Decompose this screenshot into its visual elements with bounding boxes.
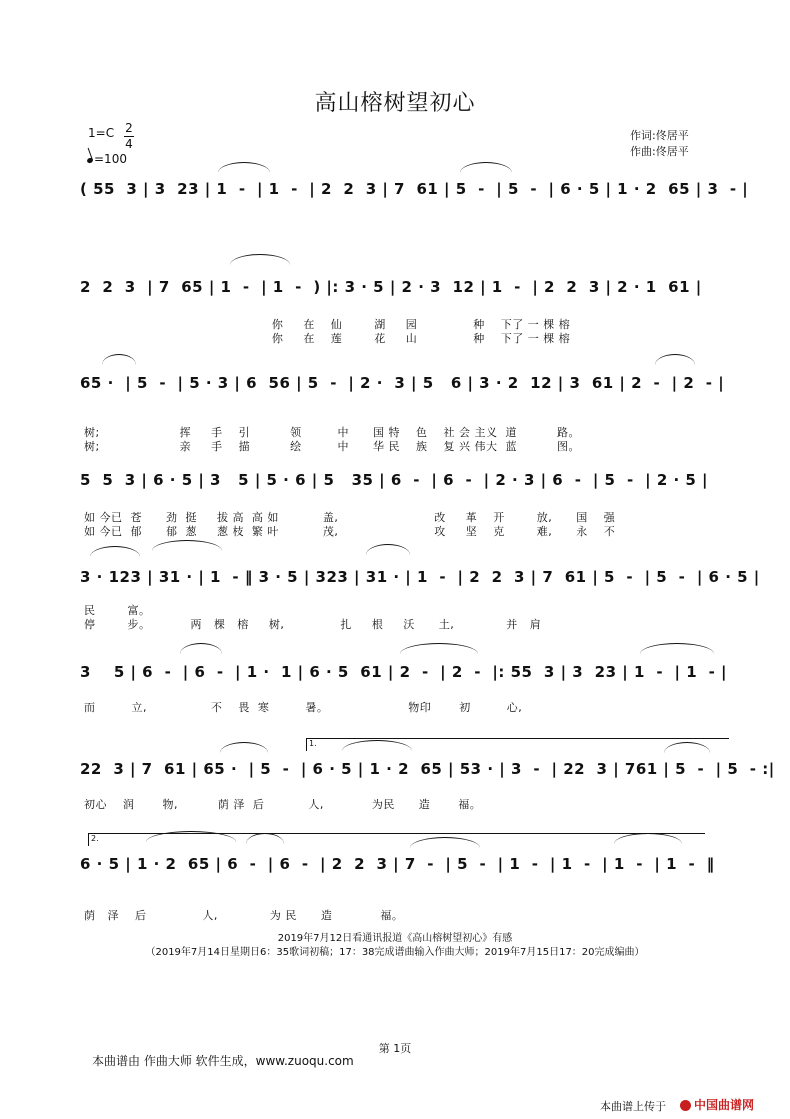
slur xyxy=(230,254,290,265)
notation-line: 2 2 3 | 7 65 | 1 - | 1 - ) |: 3 · 5 | 2 · 3 12 | 1 - | 2 2 3 | 2 · 1 61 | xyxy=(80,278,702,296)
slur xyxy=(655,354,695,365)
slur xyxy=(400,643,478,654)
time-numerator: 2 xyxy=(125,121,133,135)
software-footer: 本曲谱由 作曲大师 软件生成，www.zuoqu.com xyxy=(92,1054,354,1068)
volta-second-ending: 2. xyxy=(88,833,705,846)
slur xyxy=(152,540,222,551)
notation-line: ( 55 3 | 3 23 | 1 - | 1 - | 2 2 3 | 7 61 | 5 - | 5 - | 6 · 5 | 1 · 2 65 | 3 - | xyxy=(80,180,749,198)
slur xyxy=(218,162,270,173)
site-logo xyxy=(680,1096,754,1113)
slur xyxy=(640,643,714,654)
slur xyxy=(366,544,410,555)
logo-text: 中国曲谱网 xyxy=(694,1098,755,1112)
lyrics-verse-2: 如 今已 郁 郁 葱 葱 枝 繁 叶 茂, 攻 坚 克 难, 永 不 xyxy=(84,525,616,538)
lyrics-verse-2: 你 在 莲 花 山 种 下了 一 棵 榕 xyxy=(84,332,571,345)
credits xyxy=(630,128,689,160)
volta-first-ending: 1. xyxy=(306,738,729,751)
lyrics-verse-1: 荫 泽 后 人, 为 民 造 福。 xyxy=(84,909,404,922)
page-title: 高山榕树望初心 xyxy=(314,91,476,116)
key-signature: 1=C xyxy=(88,126,115,140)
lyrics-verse-2: 停 步。 两 棵 榕 树, 扎 根 沃 土, 并 肩 xyxy=(84,618,542,631)
composition-note-line-2: （2019年7月14日星期日6：35歌词初稿；17：38完成谱曲输入作曲大师；2019年7月15日17：20完成编曲） xyxy=(145,947,645,958)
notation-line: 22 3 | 7 61 | 65 · | 5 - | 6 · 5 | 1 · 2 65 | 53 · | 3 - | 22 3 | 761 | 5 - | 5 - :| xyxy=(80,760,775,778)
notation-line: 65 · | 5 - | 5 · 3 | 6 56 | 5 - | 2 · 3 | 5 6 | 3 · 2 12 | 3 61 | 2 - | 2 - | xyxy=(80,374,725,392)
lyrics-verse-1: 树; 挥 手 引 领 中 国 特 色 社 会 主义 道 路。 xyxy=(84,426,580,439)
notation-line: 3 5 | 6 - | 6 - | 1 · 1 | 6 · 5 61 | 2 - | 2 - |: 55 3 | 3 23 | 1 - | 1 - | xyxy=(80,663,728,681)
lyrics-verse-1: 你 在 仙 湖 园 种 下了 一 棵 榕 xyxy=(84,318,571,331)
slur xyxy=(180,643,222,654)
quarter-note-icon xyxy=(86,157,93,164)
notation-line: 6 · 5 | 1 · 2 65 | 6 - | 6 - | 2 2 3 | 7 - | 5 - | 1 - | 1 - | 1 - | 1 - ‖ xyxy=(80,855,715,873)
slur xyxy=(220,742,268,753)
lyrics-verse-1: 初心 润 物, 荫 泽 后 人, 为民 造 福。 xyxy=(84,798,482,811)
lyrics-verse-1: 如 今已 苍 劲 挺 拔 高 高 如 盖, 改 革 开 放, 国 强 xyxy=(84,511,616,524)
slur xyxy=(460,162,512,173)
lyrics-verse-2: 树; 亲 手 描 绘 中 华 民 族 复 兴 伟大 蓝 图。 xyxy=(84,440,580,453)
time-denominator: 4 xyxy=(125,137,133,151)
tempo-marking xyxy=(87,152,127,166)
notation-line: 3 · 123 | 31 · | 1 - ‖ 3 · 5 | 323 | 31 · | 1 - | 2 2 3 | 7 61 | 5 - | 5 - | 6 · 5 | xyxy=(80,568,760,586)
slur xyxy=(102,354,136,365)
composition-note-line-1: 2019年7月12日看通讯报道《高山榕树望初心》有感 xyxy=(277,933,513,944)
upload-label: 本曲谱上传于 xyxy=(600,1100,666,1113)
composer: 作曲:佟居平 xyxy=(630,145,689,158)
time-signature xyxy=(124,121,134,152)
lyrics-verse-1: 民 富。 xyxy=(84,604,151,617)
lyricist: 作词:佟居平 xyxy=(630,129,689,142)
composition-note xyxy=(0,932,790,960)
slur xyxy=(90,546,140,557)
lyrics-verse-1: 而 立, 不 畏 寒 暑。 物印 初 心, xyxy=(84,701,523,714)
tempo-value: =100 xyxy=(94,152,127,166)
notation-line: 5 5 3 | 6 · 5 | 3 5 | 5 · 6 | 5 35 | 6 - | 6 - | 2 · 3 | 6 - | 5 - | 2 · 5 | xyxy=(80,471,709,489)
logo-icon xyxy=(680,1100,691,1111)
page-number: 第 1页 xyxy=(378,1042,412,1055)
